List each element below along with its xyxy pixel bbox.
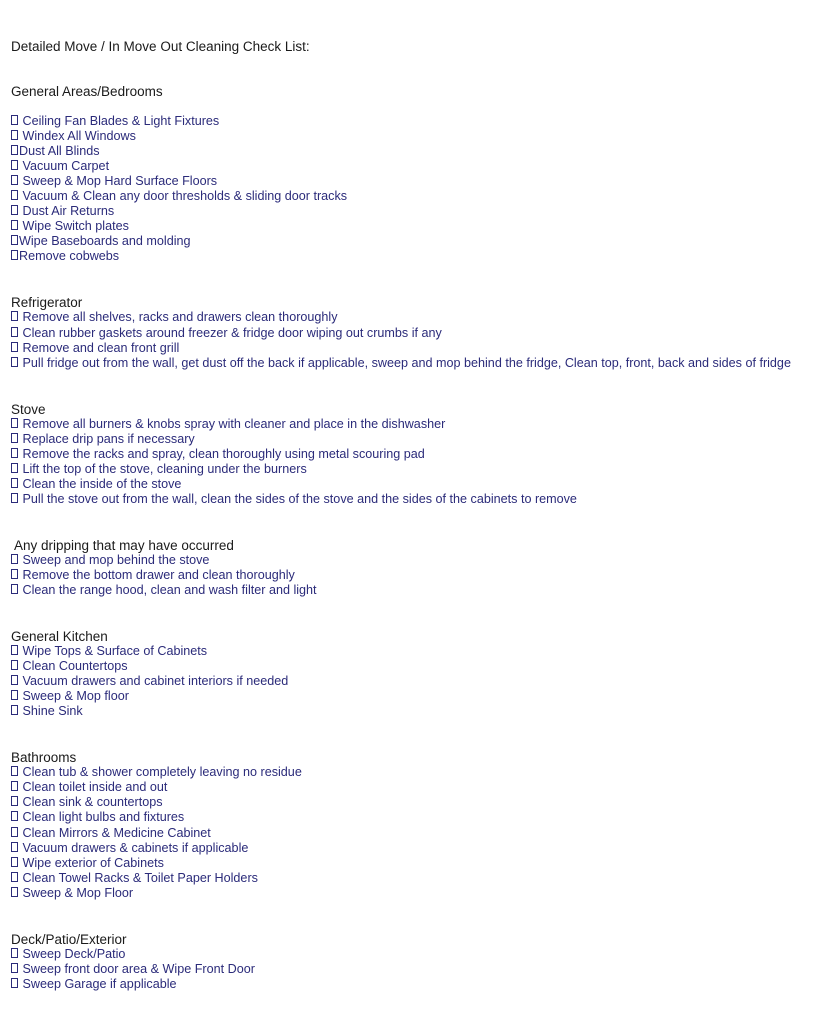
checkbox-icon	[11, 418, 18, 428]
checkbox-icon	[11, 872, 18, 882]
list-item	[11, 644, 813, 659]
checkbox-icon	[11, 115, 18, 125]
item-text: Clean Towel Racks & Toilet Paper Holders	[19, 870, 258, 885]
item-text: Clean toilet inside and out	[19, 780, 168, 795]
item-text: Clean sink & countertops	[19, 795, 163, 810]
item-text: Shine Sink	[19, 704, 83, 719]
item-text: Remove the racks and spray, clean thoroughly using metal scouring pad	[19, 446, 425, 461]
list-item	[11, 795, 813, 810]
item-text: Lift the top of the stove, cleaning under the burners	[19, 461, 307, 476]
checkbox-icon	[11, 569, 18, 579]
section-general-areas-bedrooms	[11, 84, 813, 264]
checkbox-icon	[11, 584, 18, 594]
checklist-items	[11, 114, 813, 264]
checkbox-icon	[11, 645, 18, 655]
item-text: Remove the bottom drawer and clean thoroughly	[19, 567, 295, 582]
checkbox-icon	[11, 766, 18, 776]
item-text: Pull the stove out from the wall, clean the sides of the stove and the sides of the cabinets to remove	[19, 491, 577, 506]
section-heading: Stove	[11, 401, 46, 417]
item-text: Replace drip pans if necessary	[19, 431, 195, 446]
section-heading: Bathrooms	[11, 750, 77, 766]
checklist-items	[11, 417, 813, 507]
section-heading: General Kitchen	[11, 629, 108, 645]
list-item	[11, 432, 813, 447]
section-bathrooms	[11, 750, 813, 900]
list-item	[11, 356, 813, 371]
checkbox-icon	[11, 675, 18, 685]
item-text: Clean Mirrors & Medicine Cabinet	[19, 825, 211, 840]
item-text: Sweep and mop behind the stove	[19, 552, 210, 567]
list-item	[11, 810, 813, 825]
section-spacer	[11, 264, 813, 295]
section-refrigerator	[11, 295, 813, 370]
section-heading: Any dripping that may have occurred	[14, 537, 234, 553]
checkbox-icon	[11, 130, 18, 140]
checklist-items	[11, 310, 813, 370]
item-text: Ceiling Fan Blades & Light Fixtures	[19, 114, 220, 128]
checkbox-icon	[11, 690, 18, 700]
item-text: Dust All Blinds	[19, 144, 100, 159]
item-text: Windex All Windows	[19, 129, 136, 144]
list-item	[11, 886, 813, 901]
list-item	[11, 249, 813, 264]
item-text: Pull fridge out from the wall, get dust off the back if applicable, sweep and mop behind the fridge, Clean top, front, back and sides of fridge	[19, 355, 791, 370]
section-dripping	[11, 538, 813, 598]
section-stove	[11, 402, 813, 507]
item-text: Vacuum drawers and cabinet interiors if needed	[19, 674, 289, 689]
list-item	[11, 447, 813, 462]
list-item	[11, 583, 813, 598]
item-text: Remove cobwebs	[19, 249, 120, 264]
list-item	[11, 341, 813, 356]
checkbox-icon	[11, 327, 18, 337]
item-text: Remove all shelves, racks and drawers clean thoroughly	[19, 310, 338, 325]
list-item	[11, 129, 813, 144]
list-item	[11, 765, 813, 780]
checkbox-icon	[11, 842, 18, 852]
section-heading: Refrigerator	[11, 295, 83, 311]
checkbox-icon	[11, 857, 18, 867]
list-item	[11, 553, 813, 568]
item-text: Vacuum Carpet	[19, 159, 110, 174]
item-text: Sweep Deck/Patio	[19, 946, 126, 961]
section-spacer	[11, 901, 813, 932]
item-text: Clean tub & shower completely leaving no residue	[19, 765, 302, 780]
checkbox-icon	[11, 433, 18, 443]
checklist-items	[11, 765, 813, 900]
section-heading: Deck/Patio/Exterior	[11, 931, 127, 947]
checklist-items	[11, 644, 813, 719]
item-text: Sweep & Mop Hard Surface Floors	[19, 174, 218, 189]
list-item	[11, 947, 813, 962]
list-item	[11, 568, 813, 583]
checklist-items	[11, 553, 813, 598]
section-spacer	[11, 371, 813, 402]
item-text: Clean the range hood, clean and wash filter and light	[19, 583, 317, 598]
list-item	[11, 704, 813, 719]
item-text: Clean Countertops	[19, 659, 128, 674]
list-item	[11, 477, 813, 492]
list-item	[11, 689, 813, 704]
item-text: Remove all burners & knobs spray with cleaner and place in the dishwasher	[19, 416, 446, 431]
item-text: Wipe exterior of Cabinets	[19, 855, 164, 870]
list-item	[11, 189, 813, 204]
list-item	[11, 204, 813, 219]
checkbox-icon	[11, 342, 18, 352]
checkbox-icon	[11, 357, 18, 367]
checklist-items	[11, 947, 813, 992]
checkbox-icon	[11, 963, 18, 973]
list-item	[11, 159, 813, 174]
checkbox-icon	[11, 887, 18, 897]
item-text: Sweep & Mop Floor	[19, 885, 134, 900]
list-item	[11, 977, 813, 992]
checkbox-icon	[11, 160, 18, 170]
document-title: Detailed Move / In Move Out Cleaning Check List:	[11, 39, 310, 54]
list-item	[11, 144, 813, 159]
checkbox-icon	[11, 220, 18, 230]
item-text: Clean rubber gaskets around freezer & fridge door wiping out crumbs if any	[19, 325, 442, 340]
list-item	[11, 674, 813, 689]
checkbox-icon	[11, 463, 18, 473]
item-text: Wipe Baseboards and molding	[19, 234, 191, 249]
checkbox-icon	[11, 554, 18, 564]
list-item	[11, 780, 813, 795]
item-text: Clean the inside of the stove	[19, 476, 182, 491]
checkbox-icon	[11, 796, 18, 806]
checkbox-icon	[11, 493, 18, 503]
item-text: Clean light bulbs and fixtures	[19, 810, 185, 825]
list-item	[11, 219, 813, 234]
list-item	[11, 659, 813, 674]
checkbox-icon	[11, 205, 18, 215]
checkbox-icon	[11, 448, 18, 458]
checkbox-icon	[11, 978, 18, 988]
item-text: Vacuum & Clean any door thresholds & sliding door tracks	[19, 189, 348, 204]
list-item	[11, 174, 813, 189]
item-text: Wipe Tops & Surface of Cabinets	[19, 644, 208, 659]
checkbox-icon	[11, 827, 18, 837]
item-text: Sweep & Mop floor	[19, 689, 129, 704]
checkbox-icon	[11, 145, 18, 155]
list-item	[11, 462, 813, 477]
checkbox-icon	[11, 190, 18, 200]
list-item	[11, 417, 813, 432]
section-spacer	[11, 598, 813, 629]
item-text: Vacuum drawers & cabinets if applicable	[19, 840, 249, 855]
checklist-document	[11, 38, 813, 992]
list-item	[11, 326, 813, 341]
checkbox-icon	[11, 660, 18, 670]
item-text: Sweep Garage if applicable	[19, 976, 177, 991]
list-item	[11, 856, 813, 871]
list-item	[11, 310, 813, 325]
section-spacer	[11, 507, 813, 538]
item-text: Sweep front door area & Wipe Front Door	[19, 961, 255, 976]
checkbox-icon	[11, 250, 18, 260]
checkbox-icon	[11, 175, 18, 185]
checkbox-icon	[11, 811, 18, 821]
section-general-kitchen	[11, 629, 813, 719]
list-item	[11, 234, 813, 249]
item-text: Remove and clean front grill	[19, 340, 180, 355]
checkbox-icon	[11, 311, 18, 321]
list-item	[11, 962, 813, 977]
checkbox-icon	[11, 781, 18, 791]
list-item	[11, 114, 813, 129]
section-spacer	[11, 719, 813, 750]
list-item	[11, 841, 813, 856]
list-item	[11, 826, 813, 841]
checkbox-icon	[11, 705, 18, 715]
item-text: Wipe Switch plates	[19, 219, 129, 234]
list-item	[11, 492, 813, 507]
section-deck-patio-exterior	[11, 932, 813, 992]
checkbox-icon	[11, 235, 18, 245]
list-item	[11, 871, 813, 886]
item-text: Dust Air Returns	[19, 204, 115, 219]
section-heading: General Areas/Bedrooms	[11, 84, 163, 99]
checkbox-icon	[11, 948, 18, 958]
checkbox-icon	[11, 478, 18, 488]
